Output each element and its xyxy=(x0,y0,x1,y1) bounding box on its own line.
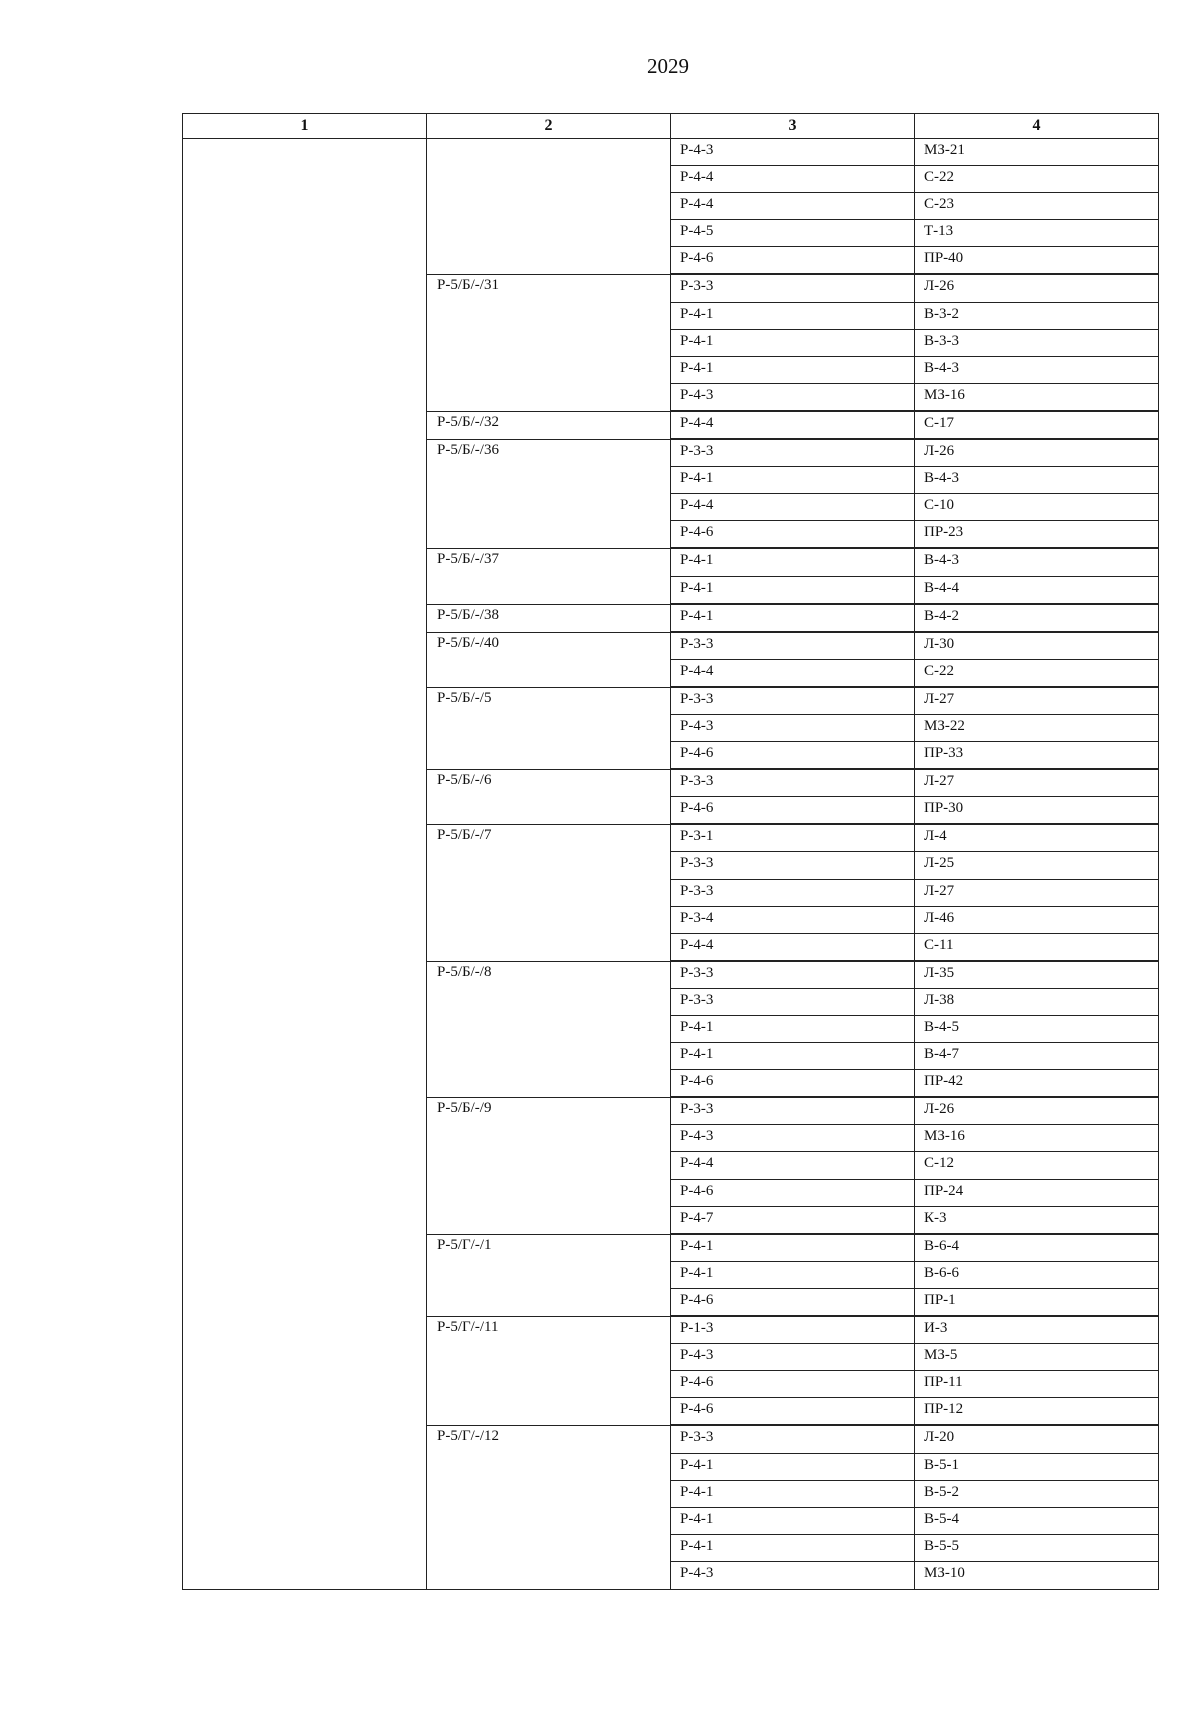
col4-cell: В-4-2 xyxy=(915,605,1159,631)
col4-cell: Л-35 xyxy=(915,962,1159,988)
table-row xyxy=(671,633,1159,660)
data-table xyxy=(182,113,1159,1590)
col4-cell: Л-38 xyxy=(915,989,1159,1015)
table-group xyxy=(427,139,1159,275)
table-row xyxy=(671,1262,1159,1289)
col3-cell: Р-4-7 xyxy=(671,1207,915,1233)
col4-cell: ПР-24 xyxy=(915,1180,1159,1206)
table-group xyxy=(427,549,1159,604)
table-row xyxy=(671,770,1159,797)
col4-cell: ПР-12 xyxy=(915,1398,1159,1424)
group-code-cell: Р-5/Б/-/36 xyxy=(427,440,671,548)
group-code-cell: Р-5/Б/-/38 xyxy=(427,605,671,632)
group-rows xyxy=(671,688,1159,769)
table-row xyxy=(671,907,1159,934)
group-rows xyxy=(671,605,1159,632)
table-group xyxy=(427,1235,1159,1317)
header-col-4: 4 xyxy=(1032,117,1041,134)
group-rows xyxy=(671,770,1159,824)
group-rows xyxy=(671,1426,1159,1589)
col4-cell: МЗ-16 xyxy=(915,384,1159,410)
group-code-cell: Р-5/Б/-/6 xyxy=(427,770,671,824)
col3-cell: Р-4-6 xyxy=(671,797,915,823)
col4-cell: МЗ-5 xyxy=(915,1344,1159,1370)
col4-cell: ПР-40 xyxy=(915,247,1159,273)
table-row xyxy=(671,384,1159,411)
table-row xyxy=(671,742,1159,769)
table-row xyxy=(671,549,1159,576)
col3-cell: Р-3-3 xyxy=(671,688,915,714)
group-rows xyxy=(671,549,1159,603)
table-group xyxy=(427,412,1159,440)
col3-cell: Р-3-3 xyxy=(671,880,915,906)
table-row xyxy=(671,1426,1159,1453)
table-row xyxy=(671,440,1159,467)
table-body xyxy=(182,139,1159,1590)
col4-cell: Л-26 xyxy=(915,440,1159,466)
table-group xyxy=(427,1317,1159,1426)
table-row xyxy=(671,660,1159,687)
table-row xyxy=(671,1562,1159,1589)
col3-cell: Р-4-4 xyxy=(671,412,915,438)
col3-cell: Р-4-1 xyxy=(671,1508,915,1534)
header-col-2: 2 xyxy=(427,114,671,138)
table-row xyxy=(671,1454,1159,1481)
table-group xyxy=(427,275,1159,411)
col4-cell: ПР-23 xyxy=(915,521,1159,547)
col3-cell: Р-4-6 xyxy=(671,742,915,768)
group-code-cell: Р-5/Б/-/40 xyxy=(427,633,671,687)
col3-cell: Р-4-1 xyxy=(671,1454,915,1480)
table-row xyxy=(671,247,1159,274)
group-rows xyxy=(671,1235,1159,1316)
col4-cell: В-5-4 xyxy=(915,1508,1159,1534)
table-group xyxy=(427,633,1159,688)
table-row xyxy=(671,797,1159,824)
col3-cell: Р-4-4 xyxy=(671,193,915,219)
group-code-cell: Р-5/Б/-/37 xyxy=(427,549,671,603)
group-rows xyxy=(671,1098,1159,1233)
col4-cell: В-5-1 xyxy=(915,1454,1159,1480)
col3-cell: Р-4-4 xyxy=(671,660,915,686)
table-row xyxy=(671,521,1159,548)
table-row xyxy=(671,605,1159,632)
table-group xyxy=(427,770,1159,825)
table-row xyxy=(671,934,1159,961)
col3-cell: Р-4-4 xyxy=(671,166,915,192)
table-row xyxy=(671,1371,1159,1398)
col4-cell: С-11 xyxy=(915,934,1159,960)
col3-cell: Р-4-3 xyxy=(671,715,915,741)
col3-cell: Р-3-3 xyxy=(671,275,915,301)
col3-cell: Р-4-1 xyxy=(671,330,915,356)
col4-cell: МЗ-21 xyxy=(915,139,1159,165)
group-rows xyxy=(671,412,1159,439)
col4-cell: Т-13 xyxy=(915,220,1159,246)
table-row xyxy=(671,412,1159,439)
col3-cell: Р-3-3 xyxy=(671,440,915,466)
table-row xyxy=(671,715,1159,742)
table-row xyxy=(671,1016,1159,1043)
table-row xyxy=(671,357,1159,384)
col4-cell: К-3 xyxy=(915,1207,1159,1233)
table-row xyxy=(671,1535,1159,1562)
table-row xyxy=(671,139,1159,166)
table-row xyxy=(671,220,1159,247)
col3-cell: Р-4-4 xyxy=(671,494,915,520)
col3-cell: Р-4-3 xyxy=(671,1344,915,1370)
col3-cell: Р-4-1 xyxy=(671,1481,915,1507)
col3-cell: Р-4-1 xyxy=(671,577,915,603)
group-rows xyxy=(671,139,1159,274)
col3-cell: Р-3-3 xyxy=(671,633,915,659)
group-code-cell xyxy=(427,139,671,274)
col3-cell: Р-4-1 xyxy=(671,1262,915,1288)
col4-cell: Л-26 xyxy=(915,275,1159,301)
col4-cell: ПР-30 xyxy=(915,797,1159,823)
col4-cell: И-3 xyxy=(915,1317,1159,1343)
group-code-cell: Р-5/Б/-/32 xyxy=(427,412,671,439)
col3-cell: Р-4-6 xyxy=(671,1289,915,1315)
col3-cell: Р-3-3 xyxy=(671,989,915,1015)
col4-cell: МЗ-10 xyxy=(915,1562,1159,1589)
group-code-cell: Р-5/Г/-/1 xyxy=(427,1235,671,1316)
table-group xyxy=(427,1426,1159,1589)
col3-cell: Р-4-3 xyxy=(671,1562,915,1589)
table-row xyxy=(671,1043,1159,1070)
group-code-cell: Р-5/Г/-/11 xyxy=(427,1317,671,1425)
table-row xyxy=(671,494,1159,521)
col4-cell: С-10 xyxy=(915,494,1159,520)
col4-cell: С-22 xyxy=(915,660,1159,686)
table-row xyxy=(671,1207,1159,1234)
col4-cell: В-6-6 xyxy=(915,1262,1159,1288)
group-rows xyxy=(671,633,1159,687)
col3-cell: Р-1-3 xyxy=(671,1317,915,1343)
col3-cell: Р-4-1 xyxy=(671,605,915,631)
col4-cell: Л-26 xyxy=(915,1098,1159,1124)
col3-cell: Р-4-6 xyxy=(671,521,915,547)
col4-cell: Л-27 xyxy=(915,880,1159,906)
table-row xyxy=(671,852,1159,879)
col4-cell: МЗ-16 xyxy=(915,1125,1159,1151)
col3-cell: Р-4-1 xyxy=(671,1043,915,1069)
table-header-row xyxy=(182,113,1159,139)
col4-cell: Л-46 xyxy=(915,907,1159,933)
group-code-cell: Р-5/Б/-/8 xyxy=(427,962,671,1097)
col3-cell: Р-3-3 xyxy=(671,962,915,988)
header-col-1: 1 xyxy=(183,114,427,138)
col3-cell: Р-3-3 xyxy=(671,1098,915,1124)
col4-cell: В-4-5 xyxy=(915,1016,1159,1042)
col4-cell: Л-30 xyxy=(915,633,1159,659)
col3-cell: Р-4-1 xyxy=(671,303,915,329)
table-row xyxy=(671,193,1159,220)
col3-cell: Р-4-3 xyxy=(671,1125,915,1151)
col3-cell: Р-4-1 xyxy=(671,1535,915,1561)
table-row xyxy=(671,1481,1159,1508)
col3-cell: Р-3-3 xyxy=(671,852,915,878)
col3-cell: Р-4-1 xyxy=(671,357,915,383)
group-code-cell: Р-5/Б/-/7 xyxy=(427,825,671,960)
col4-cell: В-3-3 xyxy=(915,330,1159,356)
col3-cell: Р-4-5 xyxy=(671,220,915,246)
group-rows xyxy=(671,440,1159,548)
col4-cell: Л-20 xyxy=(915,1426,1159,1452)
group-rows xyxy=(671,275,1159,410)
col3-cell: Р-4-6 xyxy=(671,1180,915,1206)
col4-cell: В-4-3 xyxy=(915,467,1159,493)
col4-cell: В-5-5 xyxy=(915,1535,1159,1561)
table-row xyxy=(671,989,1159,1016)
col3-cell: Р-3-3 xyxy=(671,1426,915,1452)
col3-cell: Р-4-3 xyxy=(671,139,915,165)
table-group xyxy=(427,1098,1159,1234)
table-group xyxy=(427,825,1159,961)
col3-cell: Р-4-3 xyxy=(671,384,915,410)
col3-cell: Р-4-1 xyxy=(671,549,915,575)
col3-cell: Р-4-1 xyxy=(671,1016,915,1042)
col3-cell: Р-4-1 xyxy=(671,1235,915,1261)
group-rows xyxy=(671,825,1159,960)
col3-cell: Р-3-4 xyxy=(671,907,915,933)
table-groups xyxy=(427,139,1159,1589)
col3-cell: Р-4-6 xyxy=(671,247,915,273)
col4-cell: Л-27 xyxy=(915,688,1159,714)
col3-cell: Р-3-1 xyxy=(671,825,915,851)
col4-cell: В-5-2 xyxy=(915,1481,1159,1507)
col4-cell: Л-25 xyxy=(915,852,1159,878)
col3-cell: Р-4-4 xyxy=(671,1152,915,1178)
table-group xyxy=(427,605,1159,633)
col4-cell: В-4-3 xyxy=(915,549,1159,575)
col3-cell: Р-4-1 xyxy=(671,467,915,493)
group-code-cell: Р-5/Б/-/31 xyxy=(427,275,671,410)
col4-cell: Л-27 xyxy=(915,770,1159,796)
table-row xyxy=(671,275,1159,302)
col3-cell: Р-4-6 xyxy=(671,1398,915,1424)
col4-cell: ПР-42 xyxy=(915,1070,1159,1096)
col4-cell: ПР-1 xyxy=(915,1289,1159,1315)
table-row xyxy=(671,1235,1159,1262)
table-row xyxy=(671,688,1159,715)
group-code-cell: Р-5/Б/-/9 xyxy=(427,1098,671,1233)
col1-cell xyxy=(183,139,427,1589)
col4-cell: С-23 xyxy=(915,193,1159,219)
col3-cell: Р-4-4 xyxy=(671,934,915,960)
table-row xyxy=(671,1317,1159,1344)
col4-cell: С-22 xyxy=(915,166,1159,192)
table-row xyxy=(671,330,1159,357)
col4-cell: МЗ-22 xyxy=(915,715,1159,741)
col4-cell: В-4-3 xyxy=(915,357,1159,383)
table-group xyxy=(427,440,1159,549)
table-row xyxy=(671,1125,1159,1152)
group-code-cell: Р-5/Б/-/5 xyxy=(427,688,671,769)
col4-cell: С-12 xyxy=(915,1152,1159,1178)
group-rows xyxy=(671,962,1159,1097)
table-row xyxy=(671,825,1159,852)
group-code-cell: Р-5/Г/-/12 xyxy=(427,1426,671,1589)
table-row xyxy=(671,1152,1159,1179)
col4-cell: Л-4 xyxy=(915,825,1159,851)
group-rows xyxy=(671,1317,1159,1425)
table-row xyxy=(671,1180,1159,1207)
table-row xyxy=(671,1070,1159,1097)
table-row xyxy=(671,1344,1159,1371)
header-col-3: 3 xyxy=(671,114,915,138)
table-row xyxy=(671,1508,1159,1535)
table-row xyxy=(671,962,1159,989)
table-row xyxy=(671,880,1159,907)
col3-cell: Р-3-3 xyxy=(671,770,915,796)
table-group xyxy=(427,962,1159,1098)
table-row xyxy=(671,467,1159,494)
page-number: 2029 xyxy=(647,54,689,78)
table-row xyxy=(671,166,1159,193)
col4-cell: В-3-2 xyxy=(915,303,1159,329)
col3-cell: Р-4-6 xyxy=(671,1070,915,1096)
table-row xyxy=(671,1398,1159,1425)
col4-cell: С-17 xyxy=(915,412,1159,438)
col4-cell: В-4-7 xyxy=(915,1043,1159,1069)
col4-cell: В-4-4 xyxy=(915,577,1159,603)
col4-cell: ПР-33 xyxy=(915,742,1159,768)
col4-cell: ПР-11 xyxy=(915,1371,1159,1397)
table-row xyxy=(671,1289,1159,1316)
table-group xyxy=(427,688,1159,770)
col4-cell: В-6-4 xyxy=(915,1235,1159,1261)
table-row xyxy=(671,577,1159,604)
col3-cell: Р-4-6 xyxy=(671,1371,915,1397)
table-row xyxy=(671,1098,1159,1125)
table-row xyxy=(671,303,1159,330)
